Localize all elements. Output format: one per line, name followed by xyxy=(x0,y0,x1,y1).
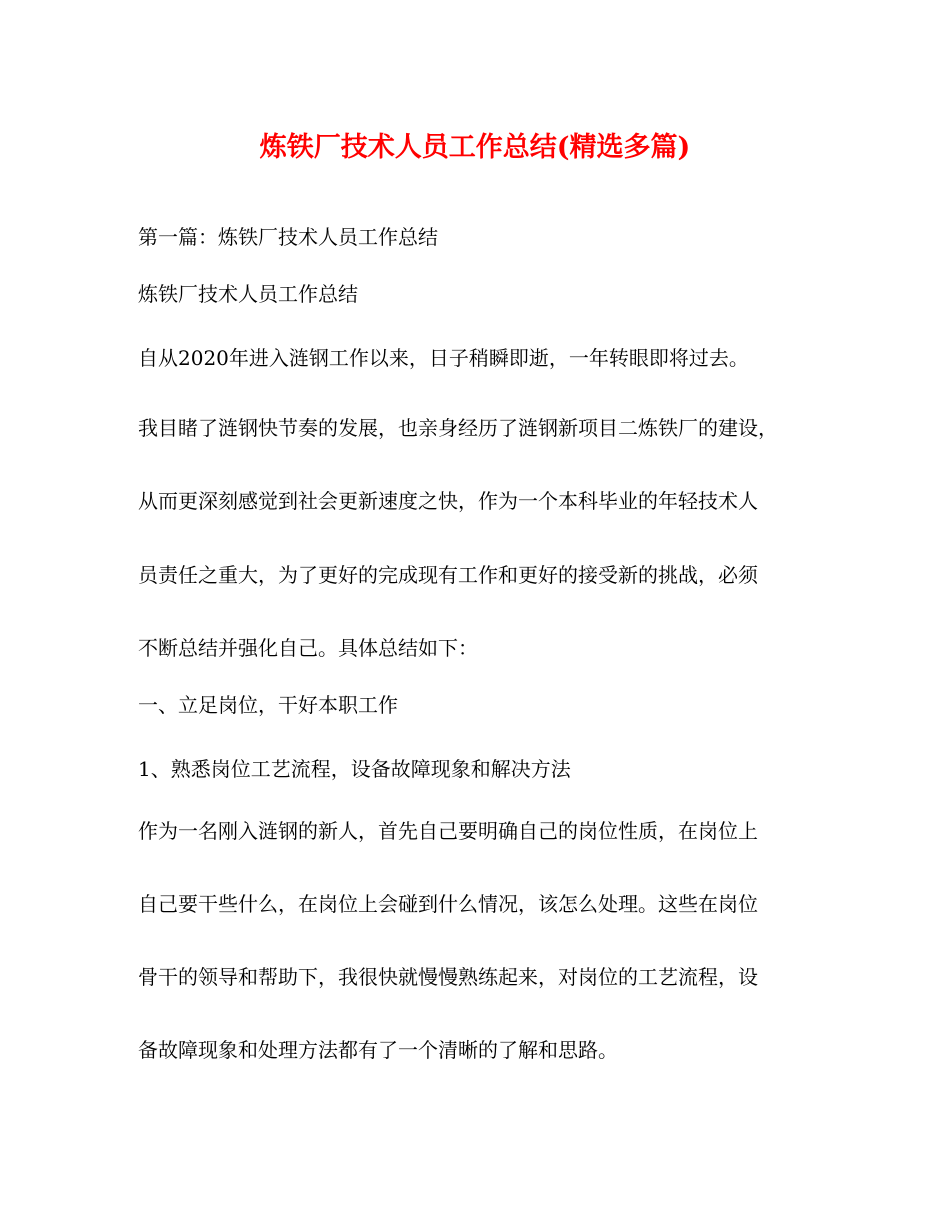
document-title: 炼铁厂技术人员工作总结(精选多篇) xyxy=(259,132,691,163)
paragraph-line: 自己要干些什么，在岗位上会碰到什么情况，该怎么处理。这些在岗位 xyxy=(138,892,758,916)
paragraph-line: 自从2020年进入涟钢工作以来，日子稍瞬即逝，一年转眼即将过去。 xyxy=(138,346,749,370)
paragraph-line: 从而更深刻感觉到社会更新速度之快，作为一个本科毕业的年轻技术人 xyxy=(138,489,758,513)
paragraph-line: 备故障现象和处理方法都有了一个清晰的了解和思路。 xyxy=(138,1038,618,1062)
section-heading-one: 一、立足岗位，干好本职工作 xyxy=(138,693,398,717)
section-heading-part-one: 第一篇：炼铁厂技术人员工作总结 xyxy=(138,225,438,249)
paragraph-line: 我目睹了涟钢快节奏的发展，也亲身经历了涟钢新项目二炼铁厂的建设， xyxy=(138,416,778,440)
paragraph-line: 骨干的领导和帮助下，我很快就慢慢熟练起来，对岗位的工艺流程，设 xyxy=(138,965,758,989)
paragraph-line: 员责任之重大，为了更好的完成现有工作和更好的接受新的挑战，必须 xyxy=(138,563,758,587)
paragraph-line: 作为一名刚入涟钢的新人，首先自己要明确自己的岗位性质，在岗位上 xyxy=(138,819,758,843)
paragraph-line: 不断总结并强化自己。具体总结如下： xyxy=(138,636,478,660)
subsection-heading-1: 1、熟悉岗位工艺流程，设备故障现象和解决方法 xyxy=(138,757,571,781)
subtitle-line: 炼铁厂技术人员工作总结 xyxy=(138,282,358,306)
